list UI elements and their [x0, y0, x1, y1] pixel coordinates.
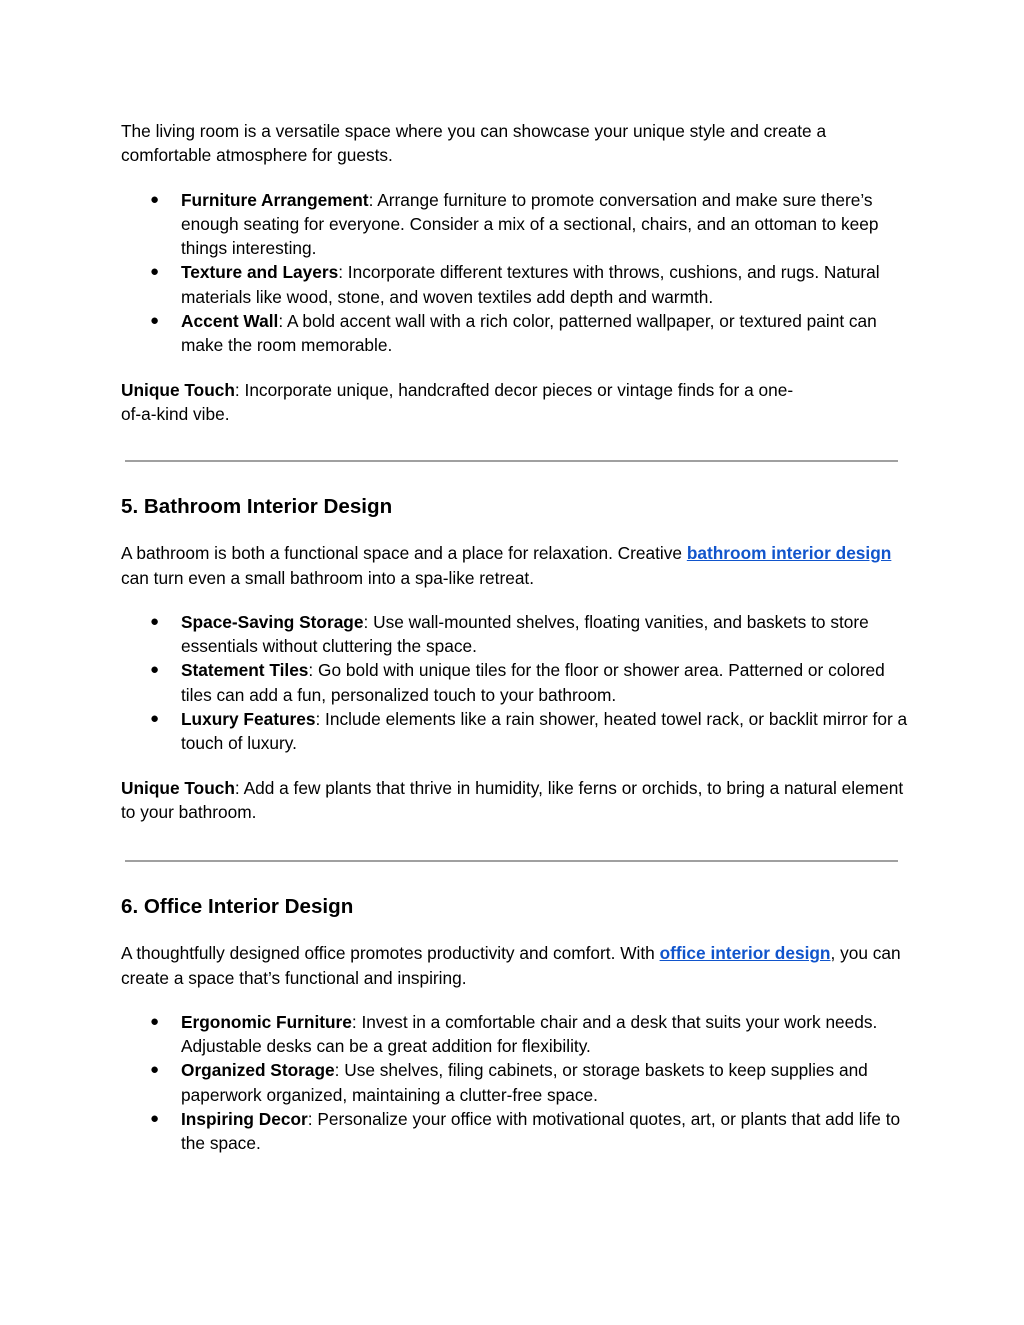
- bullet-title: Space-Saving Storage: [181, 611, 364, 632]
- list-item: [121, 707, 911, 756]
- list-item: [121, 260, 911, 309]
- list-item: [121, 658, 911, 707]
- unique-touch-title: Unique Touch: [121, 379, 235, 400]
- bullet-icon: ●: [150, 612, 160, 630]
- bullet-title: Luxury Features: [181, 709, 316, 730]
- bathroom-unique-touch: [121, 776, 911, 825]
- bullet-text: : Include elements like a rain shower, heated towel rack, or backlit mirror for a touch of luxury.: [181, 709, 908, 754]
- bullet-text: : Use shelves, filing cabinets, or storage baskets to keep supplies and paperwork organized, maintaining a clutter-free space.: [181, 1060, 868, 1105]
- bullet-icon: ●: [150, 263, 160, 281]
- bathroom-intro: [121, 541, 911, 590]
- list-item: [121, 1107, 911, 1156]
- bathroom-intro-text: A bathroom is both a functional space and a place for relaxation. Creative: [121, 543, 687, 564]
- unique-touch-title: Unique Touch: [121, 777, 235, 798]
- office-intro: [121, 941, 911, 990]
- bullet-icon: ●: [150, 661, 160, 679]
- office-intro-text: A thoughtfully designed office promotes productivity and comfort. With: [121, 943, 660, 964]
- list-item: [121, 610, 911, 659]
- bullet-icon: ●: [150, 1110, 160, 1128]
- unique-touch-text: : Incorporate unique, handcrafted decor pieces or vintage finds for a one-of-a-kind vibe.: [121, 379, 794, 424]
- list-item: [121, 1058, 911, 1107]
- bullet-text: : Go bold with unique tiles for the floor or shower area. Patterned or colored tiles can add a fun, personalized touch to your bathroom.: [181, 660, 885, 705]
- bullet-icon: ●: [150, 710, 160, 728]
- bullet-title: Furniture Arrangement: [181, 189, 369, 210]
- bullet-text: : Personalize your office with motivational quotes, art, or plants that add life to the space.: [181, 1109, 901, 1154]
- bullet-text: : Use wall-mounted shelves, floating vanities, and baskets to store essentials without cluttering the space.: [181, 611, 869, 657]
- bullet-text: : Arrange furniture to promote conversation and make sure there’s enough seating for everyone. Consider a mix of a sectional, chairs, and an ottoman to keep things interesting.: [181, 189, 879, 259]
- living-unique-touch: [121, 378, 811, 427]
- bathroom-interior-design-link[interactable]: bathroom interior design: [686, 543, 892, 564]
- section-heading-bathroom: 5. Bathroom Interior Design: [121, 495, 393, 519]
- bullet-text: : A bold accent wall with a rich color, patterned wallpaper, or textured paint can make the room memorable.: [181, 311, 877, 356]
- bullet-title: Texture and Layers: [181, 262, 339, 283]
- bullet-text: : Incorporate different textures with throws, cushions, and rugs. Natural materials like wood, stone, and woven textiles add depth and warmth.: [181, 262, 880, 307]
- bullet-text: : Invest in a comfortable chair and a desk that suits your work needs. Adjustable desks can be a great addition for flexibility.: [181, 1011, 878, 1057]
- bullet-title: Ergonomic Furniture: [181, 1011, 352, 1032]
- living-intro: The living room is a versatile space where you can showcase your unique style and create a comfortable atmosphere for guests.: [121, 121, 827, 166]
- bullet-icon: ●: [150, 312, 160, 330]
- office-bullet-list: [121, 1010, 911, 1156]
- section-heading-office: 6. Office Interior Design: [121, 895, 354, 919]
- bullet-title: Statement Tiles: [181, 660, 309, 681]
- living-bullet-list: [121, 188, 911, 358]
- bathroom-bullet-list: [121, 610, 911, 756]
- bullet-title: Organized Storage: [181, 1060, 335, 1081]
- office-intro-text-end: , you can create a space that’s functional and inspiring.: [121, 943, 901, 988]
- bathroom-intro-text-end: can turn even a small bathroom into a spa-like retreat.: [121, 567, 535, 588]
- document-page: [121, 119, 911, 1176]
- bullet-icon: ●: [150, 1061, 160, 1079]
- list-item: [121, 309, 911, 358]
- bullet-icon: ●: [150, 1012, 160, 1030]
- bullet-title: Inspiring Decor: [181, 1109, 308, 1130]
- bullet-icon: ●: [150, 190, 160, 208]
- bullet-title: Accent Wall: [181, 311, 279, 332]
- list-item: [121, 188, 911, 261]
- office-interior-design-link[interactable]: office interior design: [659, 943, 831, 964]
- list-item: [121, 1010, 911, 1059]
- unique-touch-text: : Add a few plants that thrive in humidity, like ferns or orchids, to bring a natural element to your bathroom.: [121, 777, 904, 822]
